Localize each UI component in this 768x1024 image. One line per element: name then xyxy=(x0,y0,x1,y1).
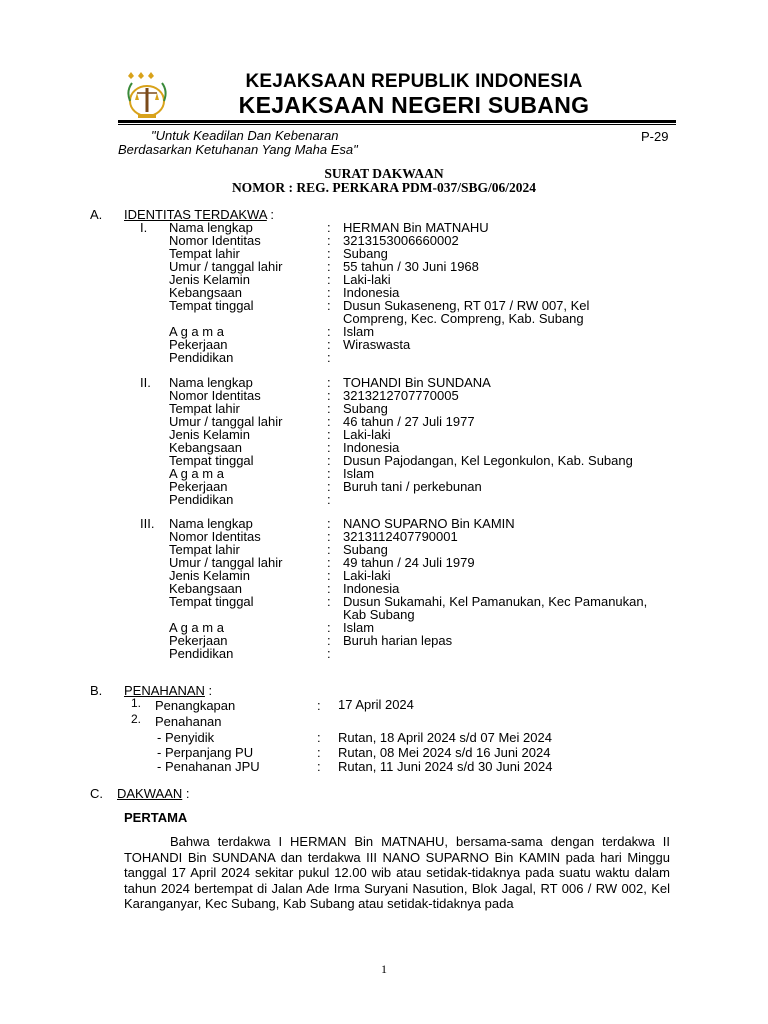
defendant-field-colon: : xyxy=(327,453,331,468)
defendant-field-value: Subang xyxy=(343,401,388,416)
defendant-field-label: Pekerjaan xyxy=(169,633,228,648)
defendant-field-colon: : xyxy=(327,646,331,661)
penahanan-item1-value: 17 April 2024 xyxy=(338,697,414,712)
defendant-field-label: Nama lengkap xyxy=(169,516,253,531)
defendant-field-value: Dusun Pajodangan, Kel Legonkulon, Kab. Subang xyxy=(343,453,633,468)
defendant-field-colon: : xyxy=(327,272,331,287)
defendant-field-colon: : xyxy=(327,594,331,609)
defendant-field-colon: : xyxy=(327,492,331,507)
defendant-field-label: Jenis Kelamin xyxy=(169,568,250,583)
defendant-field-label: A g a m a xyxy=(169,324,224,339)
defendant-field-label: A g a m a xyxy=(169,466,224,481)
defendant-field-colon: : xyxy=(327,568,331,583)
defendant-field-colon: : xyxy=(327,350,331,365)
defendant-field-label: Pekerjaan xyxy=(169,479,228,494)
defendant-field-label: Pendidikan xyxy=(169,350,234,365)
defendant-field-colon: : xyxy=(327,555,331,570)
defendant-field-value: Dusun Sukamahi, Kel Pamanukan, Kec Pamanukan, xyxy=(343,594,648,609)
defendant-field-value: Buruh harian lepas xyxy=(343,633,453,648)
defendant-field-colon: : xyxy=(327,233,331,248)
defendant-field-colon: : xyxy=(327,375,331,390)
defendant-field-label: Nomor Identitas xyxy=(169,529,261,544)
defendant-field-label: Tempat lahir xyxy=(169,246,240,261)
defendant-field-colon: : xyxy=(327,440,331,455)
defendant-field-colon: : xyxy=(327,633,331,648)
defendant-field-label: A g a m a xyxy=(169,620,224,635)
defendant-field-colon: : xyxy=(327,581,331,596)
defendant-field-label: Tempat lahir xyxy=(169,542,240,557)
defendant-field-label: Pendidikan xyxy=(169,492,234,507)
defendant-field-value: Islam xyxy=(343,466,375,481)
defendant-field-value: Wiraswasta xyxy=(343,337,411,352)
defendant-field-colon: : xyxy=(327,620,331,635)
defendant-field-value: Dusun Sukaseneng, RT 017 / RW 007, Kel xyxy=(343,298,590,313)
defendant-field-value: Indonesia xyxy=(343,581,400,596)
defendant-field-label: Tempat lahir xyxy=(169,401,240,416)
defendant-field-colon: : xyxy=(327,479,331,494)
section-a-heading-colon: : xyxy=(266,207,275,222)
defendant-field-colon: : xyxy=(327,337,331,352)
defendant-field-label: Kebangsaan xyxy=(169,440,243,455)
header-rule-thick xyxy=(118,120,676,123)
penahanan-item2-number: 2. xyxy=(131,712,142,726)
defendant-field-label: Kebangsaan xyxy=(169,285,243,300)
penahanan-item1-label: Penangkapan xyxy=(155,698,236,713)
penahanan-sub-label: - Penyidik xyxy=(157,730,215,745)
defendant-field-value: Laki-laki xyxy=(343,568,391,583)
defendant-field-value-cont: Kab Subang xyxy=(343,607,415,622)
org-name-line2: KEJAKSAAN NEGERI SUBANG xyxy=(238,92,590,118)
defendant-field-value: Laki-laki xyxy=(343,272,391,287)
penahanan-sub-value: Rutan, 08 Mei 2024 s/d 16 Juni 2024 xyxy=(338,745,551,760)
motto-line2: Berdasarkan Ketuhanan Yang Maha Esa" xyxy=(118,142,358,157)
defendant-field-label: Nomor Identitas xyxy=(169,388,261,403)
defendant-field-value: Islam xyxy=(343,620,375,635)
defendant-field-value: NANO SUPARNO Bin KAMIN xyxy=(343,516,515,531)
penahanan-item1-number: 1. xyxy=(131,696,142,710)
defendant-numeral: I. xyxy=(140,220,148,235)
header-rule-thin xyxy=(118,124,676,125)
document-number: NOMOR : REG. PERKARA PDM-037/SBG/06/2024 xyxy=(231,180,537,195)
section-b-heading-text: PENAHANAN xyxy=(124,683,205,698)
section-c-heading xyxy=(117,787,189,800)
defendant-field-label: Kebangsaan xyxy=(169,581,243,596)
defendant-field-label: Jenis Kelamin xyxy=(169,272,250,287)
form-code: P-29 xyxy=(641,129,669,144)
defendant-field-colon: : xyxy=(327,388,331,403)
defendant-field-label: Nama lengkap xyxy=(169,375,253,390)
defendant-field-colon: : xyxy=(327,324,331,339)
defendant-field-colon: : xyxy=(327,516,331,531)
defendant-field-label: Tempat tinggal xyxy=(169,453,254,468)
defendant-field-value: TOHANDI Bin SUNDANA xyxy=(343,375,491,390)
defendant-field-colon: : xyxy=(327,414,331,429)
defendant-field-label: Pendidikan xyxy=(169,646,234,661)
defendant-field-label: Umur / tanggal lahir xyxy=(169,555,283,570)
penahanan-sub-label: - Penahanan JPU xyxy=(157,759,260,774)
defendant-field-colon: : xyxy=(327,529,331,544)
defendant-field-label: Umur / tanggal lahir xyxy=(169,414,283,429)
charge-paragraph: Bahwa terdakwa I HERMAN Bin MATNAHU, bersama-sama dengan terdakwa II TOHANDI Bin SUNDANA dan terdakwa III NANO SUPARNO Bin KAMIN pada hari Minggu tanggal 17 April 2024 sekitar pukul 12.00 wib atau setidak-tidaknya pada suatu waktu dalam tahun 2024 bertempat di Jalan Ade Irma Suryani Nasution, Blok Jagal, RT 006 / RW 002, Kel Karanganyar, Kec Subang, Kab Subang atau setidak-tidaknya pada xyxy=(124,834,670,912)
defendant-field-value: Buruh tani / perkebunan xyxy=(343,479,482,494)
defendant-field-colon: : xyxy=(327,298,331,313)
defendant-field-colon: : xyxy=(327,259,331,274)
document-title: SURAT DAKWAAN xyxy=(324,166,444,181)
defendant-field-label: Tempat tinggal xyxy=(169,298,254,313)
section-b-letter: B. xyxy=(90,683,103,698)
defendant-field-value: Indonesia xyxy=(343,440,400,455)
defendant-field-colon: : xyxy=(327,401,331,416)
defendant-field-value: 55 tahun / 30 Juni 1968 xyxy=(343,259,479,274)
defendant-field-colon: : xyxy=(327,466,331,481)
defendant-field-value: 3213112407790001 xyxy=(343,529,458,544)
defendant-field-label: Pekerjaan xyxy=(169,337,228,352)
defendant-field-colon: : xyxy=(327,220,331,235)
defendant-field-value: Subang xyxy=(343,542,388,557)
section-a-heading-text: IDENTITAS TERDAKWA xyxy=(124,207,267,222)
section-c-heading-text: DAKWAAN xyxy=(117,786,183,801)
defendant-field-label: Nama lengkap xyxy=(169,220,253,235)
defendant-field-value: Laki-laki xyxy=(343,427,391,442)
charge-subheading: PERTAMA xyxy=(124,810,188,825)
section-b-heading-colon: : xyxy=(204,683,213,698)
defendant-field-value: Islam xyxy=(343,324,375,339)
defendant-field-colon: : xyxy=(327,542,331,557)
section-a-letter: A. xyxy=(90,207,103,222)
penahanan-sub-colon: : xyxy=(317,745,321,760)
defendant-numeral: II. xyxy=(140,375,151,390)
defendant-field-value: Subang xyxy=(343,246,388,261)
motto-line1: "Untuk Keadilan Dan Kebenaran xyxy=(151,128,339,143)
defendant-numeral: III. xyxy=(140,516,155,531)
defendant-field-label: Jenis Kelamin xyxy=(169,427,250,442)
defendant-field-value: 46 tahun / 27 Juli 1977 xyxy=(343,414,475,429)
penahanan-item2-label: Penahanan xyxy=(155,714,222,729)
defendant-field-colon: : xyxy=(327,427,331,442)
defendant-field-colon: : xyxy=(327,246,331,261)
section-c-heading-colon: : xyxy=(182,786,190,801)
defendant-field-value: HERMAN Bin MATNAHU xyxy=(343,220,489,235)
org-name-line1: KEJAKSAAN REPUBLIK INDONESIA xyxy=(245,71,583,92)
defendant-field-value: 49 tahun / 24 Juli 1979 xyxy=(343,555,475,570)
defendant-field-value: Indonesia xyxy=(343,285,400,300)
defendant-field-label: Umur / tanggal lahir xyxy=(169,259,283,274)
penahanan-sub-colon: : xyxy=(317,759,321,774)
defendant-field-value: 3213212707770005 xyxy=(343,388,459,403)
penahanan-sub-colon: : xyxy=(317,730,321,745)
defendant-field-colon: : xyxy=(327,285,331,300)
page-number: 1 xyxy=(381,962,387,976)
defendant-field-value-cont: Compreng, Kec. Compreng, Kab. Subang xyxy=(343,311,584,326)
penahanan-sub-value: Rutan, 11 Juni 2024 s/d 30 Juni 2024 xyxy=(338,759,553,774)
defendant-field-label: Nomor Identitas xyxy=(169,233,261,248)
defendant-field-value: 3213153006660002 xyxy=(343,233,459,248)
penahanan-sub-label: - Perpanjang PU xyxy=(157,745,254,760)
penahanan-item1-colon: : xyxy=(317,698,321,713)
section-c-letter: C. xyxy=(90,786,103,801)
penahanan-sub-value: Rutan, 18 April 2024 s/d 07 Mei 2024 xyxy=(338,730,552,745)
defendant-field-label: Tempat tinggal xyxy=(169,594,254,609)
